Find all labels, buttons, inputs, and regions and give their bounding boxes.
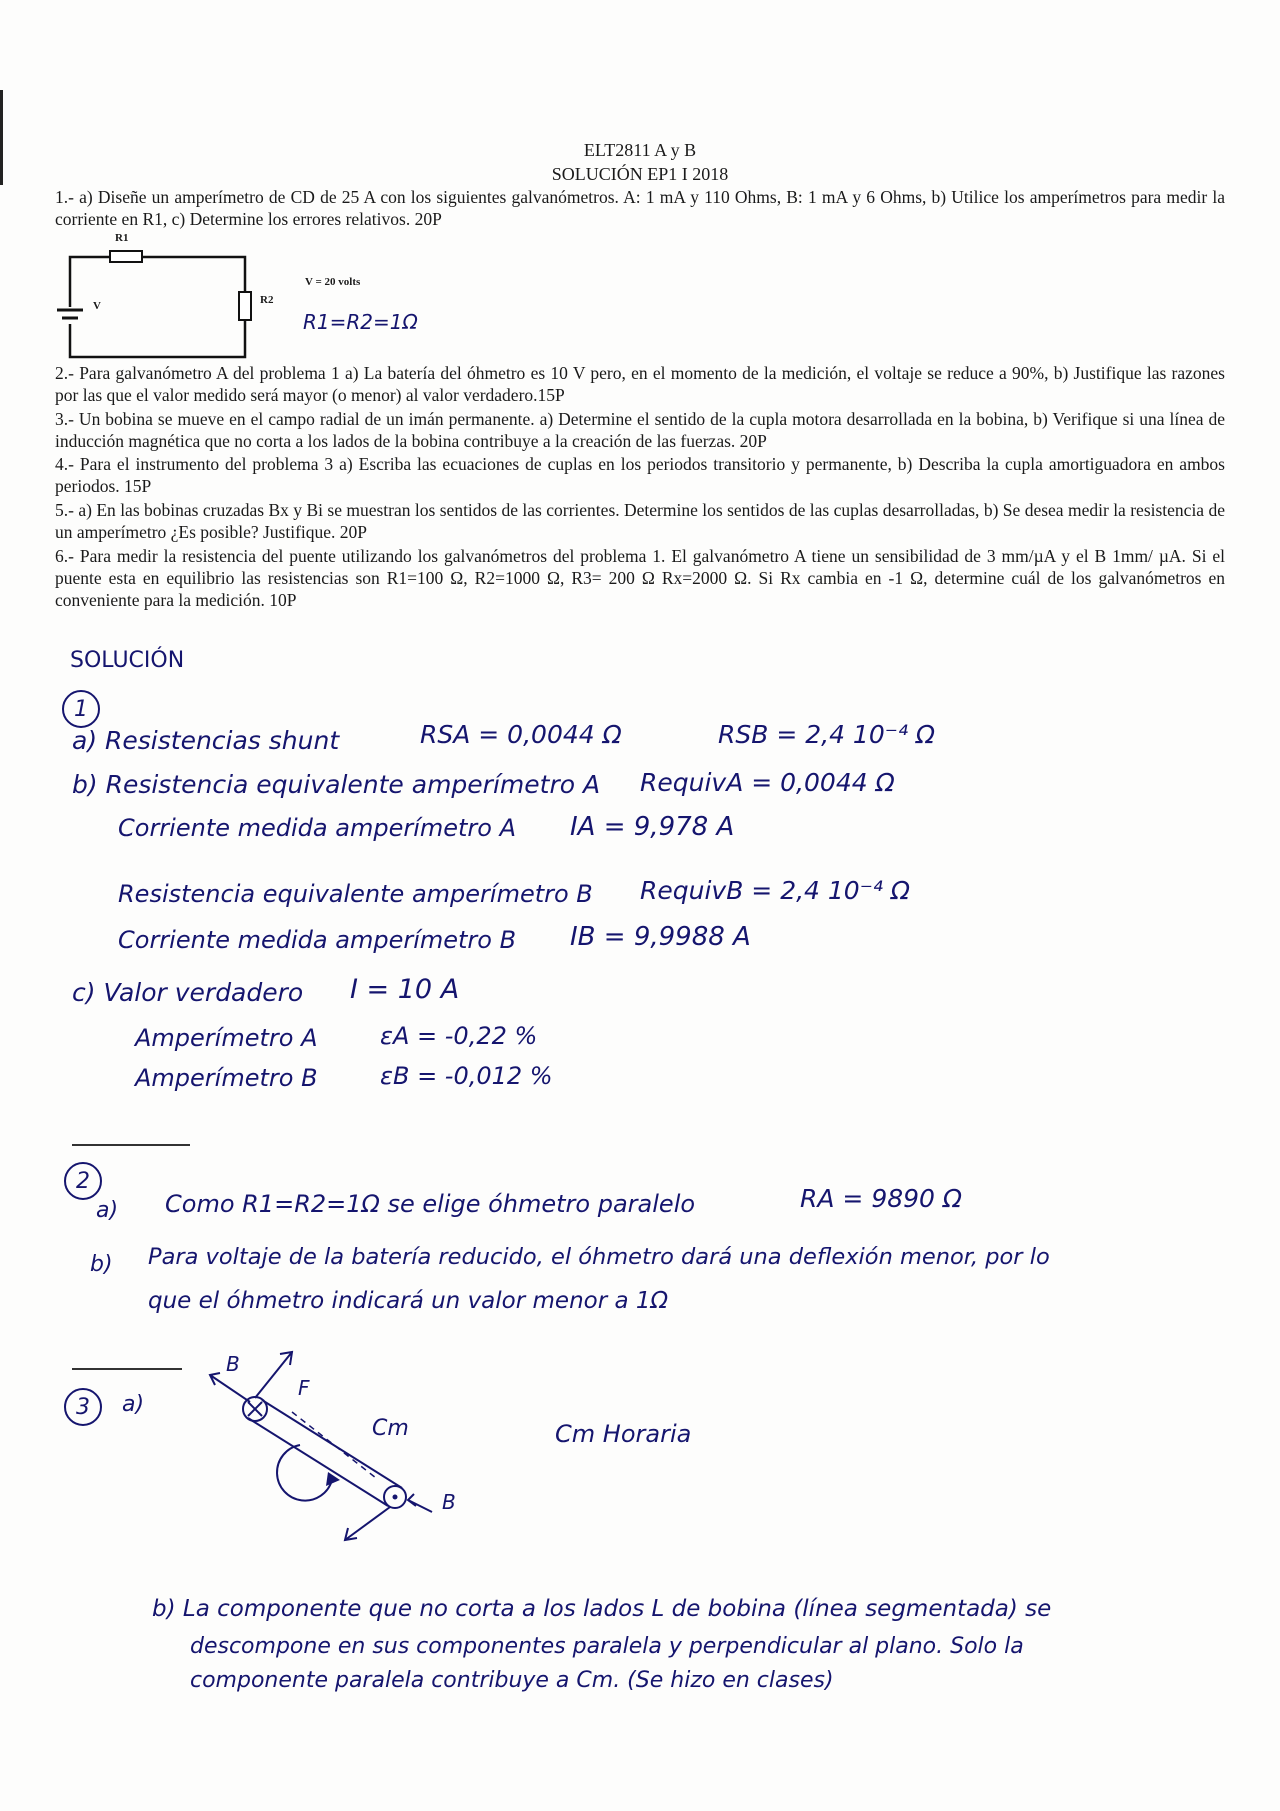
problem-5: 5.- a) En las bobinas cruzadas Bx y Bi se muestran los sentidos de las corrientes. Determine los sentidos de las cuplas desarrolladas, b) Se desea medir la resistencia de un amperímetro ¿Es posible? Justifique. 20P	[55, 500, 1225, 542]
solution-2-number: 2	[64, 1162, 102, 1200]
fig-b-top: B	[226, 1352, 240, 1376]
divider-1	[72, 1144, 190, 1146]
s1-amp-a: Amperímetro A	[135, 1024, 318, 1052]
solution-heading: SOLUCIÓN	[70, 648, 185, 673]
solution-1-number: 1	[62, 690, 100, 728]
s2-ra: RA = 9890 Ω	[800, 1184, 962, 1213]
divider-2	[72, 1368, 182, 1370]
fig-cm: Cm	[372, 1416, 409, 1441]
r2-resistor	[239, 292, 251, 320]
s1-ia: IA = 9,978 A	[570, 812, 735, 842]
problem-2: 2.- Para galvanómetro A del problema 1 a) La batería del óhmetro es 10 V pero, en el momento de la medición, el voltaje se reduce a 90%, b) Justifique las razones por las que el valor medido será mayor (o menor) al valor verdadero.15P	[55, 363, 1225, 405]
problem-1: 1.- a) Diseñe un amperímetro de CD de 25 A con los siguientes galvanómetros. A: 1 mA y 110 Ohms, B: 1 mA y 6 Ohms, b) Utilice los amperímetros para medir la corriente en R1, c) Determine los errores relativos. 20P	[55, 187, 1225, 229]
r1-label: R1	[115, 232, 129, 244]
s1-ib: IB = 9,9988 A	[570, 922, 751, 952]
v-label: V	[93, 300, 101, 312]
fig-f: F	[298, 1376, 310, 1400]
solution-3-number: 3	[64, 1388, 102, 1426]
problem-6: 6.- Para medir la resistencia del puente utilizando los galvanómetros del problema 1. El galvanómetro A tiene un sensibilidad de 3 mm/µA y el B 1mm/ µA. Si el puente esta en equilibrio las resistencias son R1=100 Ω, R2=1000 Ω, R3= 200 Ω Rx=2000 Ω. Si Rx cambia en -1 Ω, determine cuál de los galvanómetros en conveniente para la medición. 10P	[55, 546, 1225, 610]
s2-a-label: a)	[96, 1198, 119, 1223]
coil-diagram	[200, 1340, 480, 1550]
s3-b-text3: componente paralela contribuye a Cm. (Se hizo en clases)	[190, 1668, 834, 1693]
circuit-figure	[55, 232, 475, 362]
s3-b-text1: b) La componente que no corta a los lados L de bobina (línea segmentada) se	[152, 1596, 1052, 1622]
force-arrow-bottom-icon	[345, 1507, 390, 1540]
s1-error-b: εB = -0,012 %	[380, 1062, 553, 1090]
s3-a-result: Cm Horaria	[555, 1420, 692, 1448]
s1-b-line2: Corriente medida amperímetro A	[118, 814, 517, 842]
s1-rsb: RSB = 2,4 10⁻⁴ Ω	[718, 720, 936, 749]
coil-side-bottom	[248, 1418, 388, 1506]
problem-3: 3.- Un bobina se mueve en el campo radial de un imán permanente. a) Determine el sentido de la cupla motora desarrollada en la bobina, b) Verifique si una línea de inducción magnética que no corta a los lados de la bobina contribuye a la creación de las fuerzas. 20P	[55, 409, 1225, 451]
s1-error-a: εA = -0,22 %	[380, 1022, 538, 1050]
s2-b-text2: que el óhmetro indicará un valor menor a 1Ω	[148, 1288, 669, 1314]
s1-c-line1: c) Valor verdadero	[72, 978, 304, 1007]
s2-b-label: b)	[90, 1252, 113, 1277]
s1-rsa: RSA = 0,0044 Ω	[420, 720, 622, 749]
r2-label: R2	[260, 294, 274, 306]
problem-4: 4.- Para el instrumento del problema 3 a) Escriba las ecuaciones de cuplas en los periodos transitorio y permanente, b) Describa la cupla amortiguadora en ambos periodos. 15P	[55, 454, 1225, 496]
s1-b-line3: Resistencia equivalente amperímetro B	[118, 880, 593, 908]
s1-true-value: I = 10 A	[350, 974, 460, 1005]
s3-b-text2: descompone en sus componentes paralela y perpendicular al plano. Solo la	[190, 1634, 1024, 1659]
fig-b-bottom: B	[442, 1490, 456, 1514]
resistance-note: R1=R2=1Ω	[303, 310, 418, 334]
s1-b-line1: b) Resistencia equivalente amperímetro A	[72, 770, 601, 799]
s1-a-text: a) Resistencias shunt	[72, 726, 340, 755]
s1-b-line4: Corriente medida amperímetro B	[118, 926, 517, 954]
arrow-head	[408, 1494, 416, 1506]
force-arrow-icon	[255, 1352, 292, 1398]
s1-amp-b: Amperímetro B	[135, 1064, 318, 1092]
coil-figure	[200, 1340, 480, 1550]
field-arrow-top-icon	[210, 1375, 250, 1402]
s1-reqb: RequivB = 2,4 10⁻⁴ Ω	[640, 876, 910, 905]
page-title: SOLUCIÓN EP1 I 2018	[551, 164, 729, 184]
s1-reqa: RequivA = 0,0044 Ω	[640, 768, 895, 797]
course-code: ELT2811 A y B	[583, 140, 697, 160]
s2-a-text: Como R1=R2=1Ω se elige óhmetro paralelo	[165, 1190, 696, 1218]
dot-mark	[393, 1495, 398, 1500]
voltage-note: V = 20 volts	[305, 276, 361, 288]
r1-resistor	[110, 251, 142, 262]
s2-b-text1: Para voltaje de la batería reducido, el óhmetro dará una deflexión menor, por lo	[148, 1244, 1050, 1270]
s3-a-label: a)	[122, 1392, 145, 1417]
